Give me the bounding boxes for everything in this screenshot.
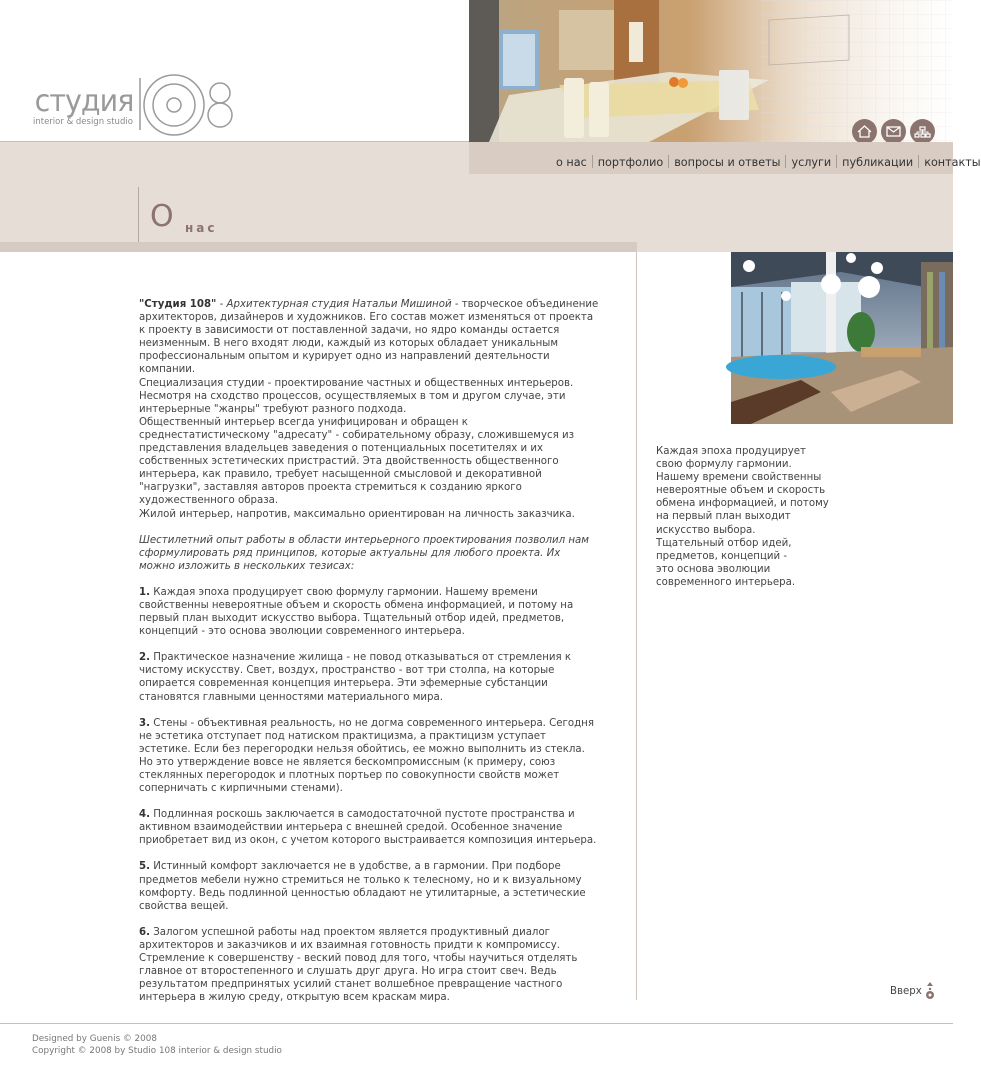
principles-intro: Шестилетний опыт работы в области интерьерного проектирования позволил нам сформулировать ряд принципов, которые актуальны для любого проекта. Их можно изложить в нескольких тезисах: <box>139 534 589 572</box>
sidebar-quote <box>656 445 836 589</box>
sidebar-quote-line: свою формулу гармонии. <box>656 459 792 471</box>
arrow-up-icon <box>925 981 935 1001</box>
sidebar-quote-line: невероятные объем и скорость <box>656 485 826 497</box>
sidebar-quote-line: Нашему времени свойственны <box>656 472 822 484</box>
home-icon[interactable] <box>852 119 877 144</box>
nav-separator <box>918 155 919 168</box>
main-nav <box>556 155 981 169</box>
nav-separator <box>592 155 593 168</box>
principle-number: 4. <box>139 809 150 821</box>
nav-separator <box>785 155 786 168</box>
principle-number: 1. <box>139 586 150 598</box>
principle-number: 6. <box>139 926 150 938</box>
studio-name: "Студия 108" <box>139 299 217 310</box>
intro-line: Жилой интерьер, напротив, максимально ориентирован на личность заказчика. <box>139 508 575 520</box>
principle-text: Истинный комфорт заключается не в удобстве, а в гармонии. При подборе предметов мебели нужно стремиться не только к телесному, но и к визуальному комфорту. Ведь подлинной ценностью обладают не утилитарные, а эстетические свойства вещей. <box>139 861 586 912</box>
intro-text: творческое объединение архитекторов, дизайнеров и художников. Его состав может изменяться от проекта к проекту в зависимости от поставленной задачи, но ядро команды остается неизменным. В него входят люди, каждый из которых обладает уникальным профессиональным опытом и курирует одно из направлений деятельности компании. <box>139 299 599 376</box>
principle-text: Каждая эпоха продуцирует свою формулу гармонии. Нашему времени свойственны невероятные объем и скорость обмена информацией, и потому на первый план выходит искусство выбора. Тщательный отбор идей, предметов, концепций - это основа эволюции современного интерьера. <box>139 586 574 638</box>
principle-item <box>139 860 599 912</box>
principle-item <box>139 926 599 1005</box>
nav-item-portfolio[interactable]: портфолио <box>597 156 664 169</box>
page-title: нас <box>185 221 218 235</box>
intro-line: Общественный интерьер всегда унифицирован и обращен к среднестатистическому "адресату" - собирательному образу, сложившемуся из представления владельцев заведения о потенциальных посетителях и их собственных эстетических пристрастий. Эта двойственность общественного интерьера, как правило, требует насыщенной смысловой и декоративной "нагрузки", заставляя авторов проекта стремиться к созданию яркого художественного образа. <box>139 416 574 507</box>
mail-icon[interactable] <box>881 119 906 144</box>
nav-item-faq[interactable]: вопросы и ответы <box>674 156 781 169</box>
principle-number: 5. <box>139 861 150 873</box>
nav-item-services[interactable]: услуги <box>791 156 832 169</box>
nav-item-about[interactable]: о нас <box>556 156 587 169</box>
header-hero-image <box>469 0 953 142</box>
principle-text: Практическое назначение жилища - не повод отказываться от стремления к чистому искусству. Свет, воздух, пространство - вот три столпа, на которые опирается современная концепция интерьера. Эти эфемерные субстанции становятся главными ценностями материального мира. <box>139 652 571 703</box>
main-article <box>139 298 599 1017</box>
principle-item <box>139 586 599 638</box>
nav-item-contacts[interactable]: контакты <box>924 156 981 169</box>
principle-text: Стены - объективная реальность, но не догма современного интерьера. Сегодня не эстетика отступает под натиском практицизма, а практицизм уступает эстетике. Если без перегородки нельзя обойтись, ее можно выполнить из стекла. Но это утверждение вовсе не является бескомпромиссным (к примеру, союз стеклянных перегородок и плотных портьер по совокупности свойств может соперничать с кирпичными стенами). <box>139 717 594 795</box>
nav-separator <box>836 155 837 168</box>
dash: - <box>216 299 227 310</box>
back-to-top-link[interactable] <box>890 981 935 1001</box>
intro-line: Специализация студии - проектирование частных и общественных интерьеров. <box>139 377 574 389</box>
logo-subtitle: interior & design studio <box>33 117 133 127</box>
sidebar-quote-line: на первый план выходит <box>656 511 791 523</box>
principle-text: Залогом успешной работы над проектом является продуктивный диалог архитекторов и заказчиков и их взаимная готовность придти к компромиссу. Стремление к совершенству - веский повод для того, чтобы научиться отделять главное от второстепенного и слушать друг друга. Но игра стоит свеч. Ведь результатом предпринятых усилий станет волшебное превращение частного интерьера в жилую среду, открытую всем краскам мира. <box>139 926 578 1004</box>
logo-word: студия <box>34 84 134 119</box>
principle-item <box>139 651 599 703</box>
sidebar-interior-image <box>731 252 953 424</box>
principle-number: 2. <box>139 652 150 664</box>
footer-copyright: Copyright © 2008 by Studio 108 interior & design studio <box>32 1045 282 1056</box>
nav-separator <box>668 155 669 168</box>
column-divider <box>636 252 637 1000</box>
intro-paragraph <box>139 298 599 521</box>
sitemap-icon[interactable] <box>910 119 935 144</box>
sidebar-quote-line: искусство выбора. <box>656 524 756 536</box>
back-to-top-label: Вверх <box>890 985 922 997</box>
content-top-bar <box>0 242 637 252</box>
intro-line: Несмотря на сходство процессов, осуществляемых в том и другом случае, эти интерьерные "жанры" требуют разного подхода. <box>139 390 566 415</box>
footer <box>32 1034 282 1057</box>
sidebar-quote-line: современного интерьера. <box>656 576 796 588</box>
sidebar-quote-line: Тщательный отбор идей, <box>656 537 792 549</box>
principle-number: 3. <box>139 717 150 729</box>
nav-item-publications[interactable]: публикации <box>842 156 914 169</box>
studio-description: Архитектурная студия Натальи Мишиной <box>226 299 452 310</box>
sidebar-quote-line: обмена информацией, и потому <box>656 498 829 510</box>
page-title-first-letter: О <box>150 199 174 234</box>
principle-text: Подлинная роскошь заключается в самодостаточной пустоте пространства и активном взаимодействии интерьера с внешней средой. Особенное значение приобретает вид из окон, с учетом которого выстраивается композиция интерьера. <box>139 809 597 847</box>
sidebar-quote-line: предметов, концепций - <box>656 550 788 562</box>
footer-divider <box>0 1023 953 1024</box>
footer-designed-by: Designed by Guenis © 2008 <box>32 1034 157 1044</box>
principle-item <box>139 808 599 847</box>
sidebar-quote-line: это основа эволюции <box>656 563 771 575</box>
dash: - <box>451 299 462 310</box>
sidebar-quote-line: Каждая эпоха продуцирует <box>656 446 806 457</box>
principle-item <box>139 717 599 796</box>
